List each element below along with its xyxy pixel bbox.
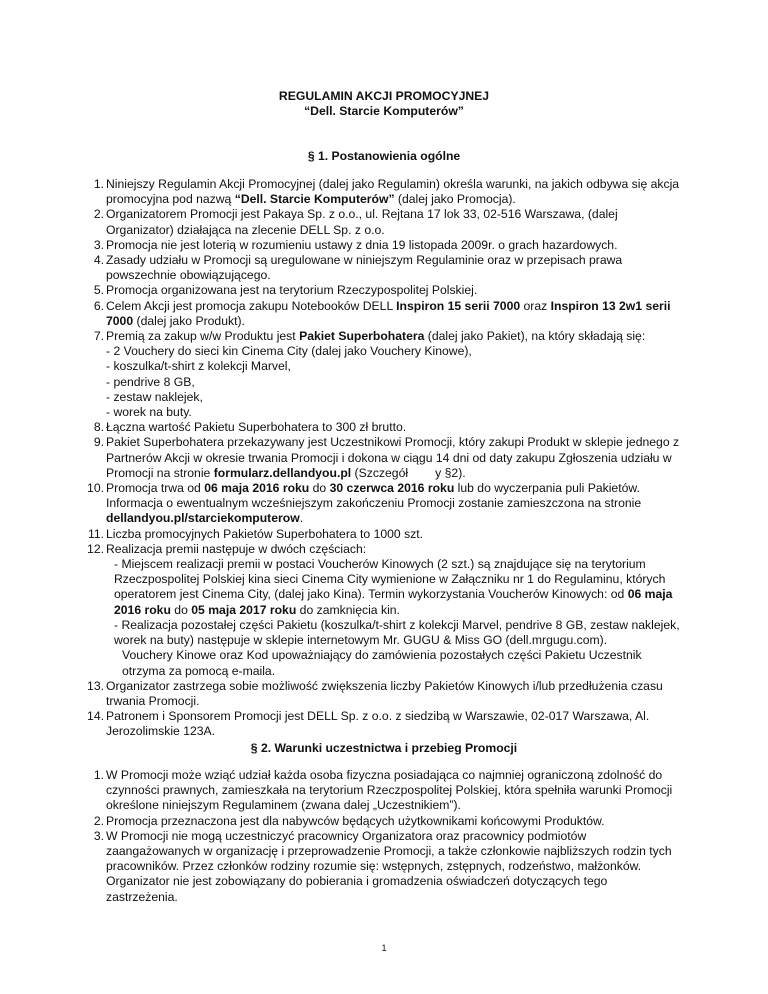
sub-item: - Miejscem realizacji premii w postaci Voucherów Kinowych (2 szt.) są znajdujące się na terytorium Rzeczpospolitej Polskiej kina sieci Cinema City wymienione w Załączniku nr 1 do Regulaminu, których operatorem jest Cinema City, (dalej jako Kina). Termin wykorzystania Voucherów Kinowych: od 06 maja 2016 roku do 05 maja 2017 roku do zamknięcia kin. [114,557,673,617]
list-item: 13. Organizator zastrzega sobie możliwość zwiększenia liczby Pakietów Kinowych i/lub przedłużenia czasu trwania Promocji. [87,678,663,708]
section-1-list [80,177,680,740]
list-item: 11. Liczba promocyjnych Pakietów Superbohatera to 1000 szt. [87,526,424,541]
list-item: 8. Łączna wartość Pakietu Superbohatera to 300 zł brutto. [93,420,407,435]
sub-item: Vouchery Kinowe oraz Kod upoważniający do zamówienia pozostałych części Pakietu Uczestnik otrzyma za pomocą e-maila. [122,648,642,678]
sub-item: - worek na buty. [106,405,192,420]
section-1-heading: § 1. Postanowienia ogólne [307,149,461,163]
list-item: 3. W Promocji nie mogą uczestniczyć pracownicy Organizatora oraz pracownicy podmiotów zaangażowanych w organizację i przeprowadzenie Promocji, a także członkowie najbliższych rodzin tych pracowników. Przez członków rodziny rozumie się: wstępnych, zstępnych, rodzeństwo, małżonków. Organizator nie jest zobowiązany do pobierania i gromadzenia oświadczeń dotyczących tego zastrzeżenia. [93,828,672,904]
document-title: REGULAMIN AKCJI PROMOCYJNEJ [278,89,490,103]
section-2-heading: § 2. Warunki uczestnictwa i przebieg Promocji [250,741,518,755]
sub-item: - koszulka/t-shirt z kolekcji Marvel, [106,359,291,374]
list-item: 6. Celem Akcji jest promocja zakupu Notebooków DELL Inspiron 15 serii 7000 oraz Inspiron 13 2w1 serii 7000 (dalej jako Produkt). [93,298,671,328]
sub-item: - 2 Vouchery do sieci kin Cinema City (dalej jako Vouchery Kinowe), [106,344,472,359]
list-item: 1. Niniejszy Regulamin Akcji Promocyjnej (dalej jako Regulamin) określa warunki, na jakich odbywa się akcja promocyjna pod nazwą “Dell. Starcie Komputerów” (dalej jako Promocja). [93,177,680,207]
list-item: 4. Zasady udziału w Promocji są uregulowane w niniejszym Regulaminie oraz w przepisach prawa powszechnie obowiązującego. [93,253,623,283]
list-item: 12. Realizacja premii następuje w dwóch częściach: - Miejscem realizacji premii w postaci Voucherów Kinowych (2 szt.) są znajdujące się na terytorium Rzeczpospolitej Polskiej kina sieci Cinema City wymienione w Załączniku nr 1 do Regulaminu, których operatorem jest Cinema City, (dalej jako Kina). Termin wykorzystania Voucherów Kinowych: od 06 maja 2016 roku do 05 maja 2017 roku do zamknięcia kin. - Realizacja pozostałej części Pakietu (koszulka/t-shirt z kolekcji Marvel, pendrive 8 GB, zestaw naklejek, worek na buty) następuje w sklepie internetowym Mr. GUGU & Miss GO (dell.mrgugu.com). Vouchery Kinowe oraz Kod upoważniający do zamówienia pozostałych części Pakietu Uczestnik otrzyma za pomocą e-maila. [87,541,680,678]
list-item: 2. Promocja przeznaczona jest dla nabywców będących użytkownikami końcowymi Produktów. [93,813,605,828]
list-item: 10. Promocja trwa od 06 maja 2016 roku do 30 czerwca 2016 roku lub do wyczerpania puli Pakietów. Informacja o ewentualnym wcześniejszym zakończeniu Promocji zostanie zamieszczona na stronie dellandyou.pl/starciekomputerow. [87,481,642,526]
promotion-name: “Dell. Starcie Komputerów” [304,104,464,118]
list-item: 2. Organizatorem Promocji jest Pakaya Sp. z o.o., ul. Rejtana 17 lok 33, 02-516 Warszawa, (dalej Organizator) działająca na zlecenie DELL Sp. z o.o. [93,207,618,237]
list-item: 14. Patronem i Sponsorem Promocji jest DELL Sp. z o.o. z siedzibą w Warszawie, 02-017 Warszawa, Al. Jerozolimskie 123A. [87,709,650,739]
page-number: 1 [381,943,387,953]
sub-item: - zestaw naklejek, [106,389,203,404]
sub-item: - Realizacja pozostałej części Pakietu (koszulka/t-shirt z kolekcji Marvel, pendrive 8 GB, zestaw naklejek, worek na buty) następuje w sklepie internetowym Mr. GUGU & Miss GO (dell.mrgugu.com). [114,617,680,648]
list-item: 9. Pakiet Superbohatera przekazywany jest Uczestnikowi Promocji, który zakupi Produkt w sklepie jednego z Partnerów Akcji w okresie trwania Promocji i dokona w ciągu 14 dni od daty zakupu Zgłoszenia udziału w Promocji na stronie formularz.dellandyou.pl (Szczegół y §2). [93,435,680,480]
list-item: 7. Premią za zakup w/w Produktu jest Pakiet Superbohatera (dalej jako Pakiet), na który składają się: - 2 Vouchery do sieci kin Cinema City (dalej jako Vouchery Kinowe), - koszulka/t-shirt z kolekcji Marvel, - pendrive 8 GB, - zestaw naklejek, - worek na buty. [80,329,680,420]
sub-item: - pendrive 8 GB, [106,374,195,389]
list-item: 3. Promocja nie jest loterią w rozumieniu ustawy z dnia 19 listopada 2009r. o grach hazardowych. [93,237,618,252]
list-item: 1. W Promocji może wziąć udział każda osoba fizyczna posiadająca co najmniej ograniczoną zdolność do czynności prawnych, zamieszkała na terytorium Rzeczpospolitej Polskiej, która spełniła warunki Promocji określone niniejszym Regulaminem (zwana dalej „Uczestnikiem”). [93,768,673,813]
list-item: 5. Promocja organizowana jest na terytorium Rzeczypospolitej Polskiej. [93,283,478,298]
section-2-list [80,768,680,905]
